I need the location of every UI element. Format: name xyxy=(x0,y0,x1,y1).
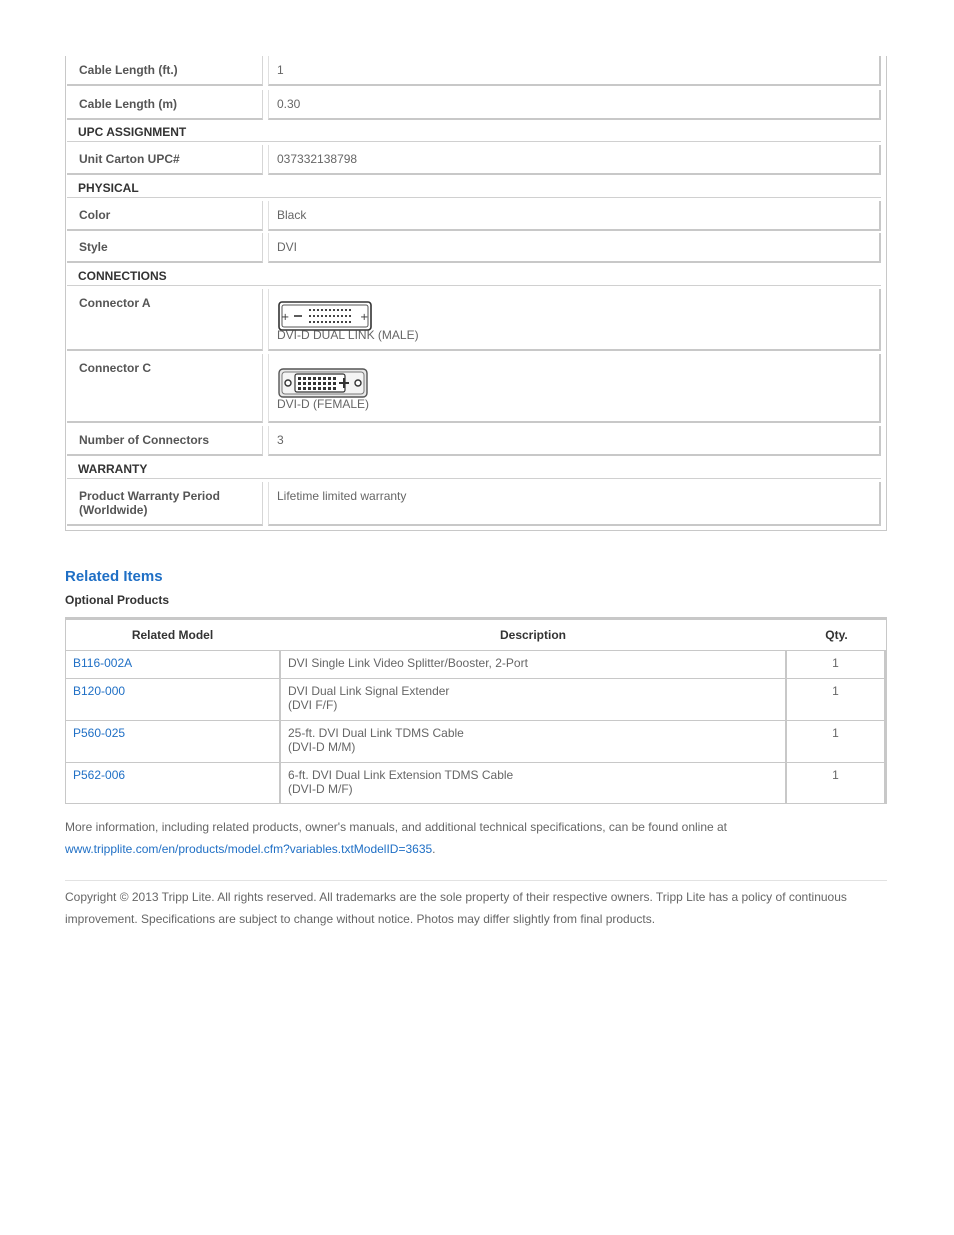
related-model-link[interactable]: B120-000 xyxy=(73,684,126,698)
description-cell: DVI Dual Link Signal Extender (DVI F/F) xyxy=(279,679,787,720)
more-info-text xyxy=(65,816,887,860)
table-row xyxy=(66,650,886,678)
spec-label: Cable Length (m) xyxy=(67,90,263,120)
spec-row-color xyxy=(66,201,886,231)
svg-text:+: + xyxy=(360,312,369,323)
related-model-cell xyxy=(66,763,278,804)
table-row xyxy=(66,720,886,762)
spec-table xyxy=(65,56,887,531)
spec-label: Style xyxy=(67,233,263,263)
more-info-sentence: More information, including related products, owner's manuals, and additional technical specifications, can be found online at xyxy=(65,820,728,834)
qty-cell: 1 xyxy=(787,763,886,804)
related-model-cell xyxy=(66,679,278,720)
spec-value xyxy=(268,289,881,351)
qty-cell: 1 xyxy=(787,721,886,762)
related-items-title: Related Items xyxy=(65,568,163,585)
section-header-warranty: WARRANTY xyxy=(67,457,881,479)
description-cell: DVI Single Link Video Splitter/Booster, 2-Port xyxy=(279,651,787,678)
product-page-link[interactable]: www.tripplite.com/en/products/model.cfm?variables.txtModelID=3635 xyxy=(65,842,433,856)
qty-cell: 1 xyxy=(787,679,886,720)
description-cell: 25-ft. DVI Dual Link TDMS Cable (DVI-D M/M) xyxy=(279,721,787,762)
spec-label: Cable Length (ft.) xyxy=(67,56,263,86)
related-model-cell xyxy=(66,651,278,678)
connector-a-caption: DVI-D DUAL LINK (MALE) xyxy=(277,328,419,342)
spec-row-cable-length-ft xyxy=(66,56,886,86)
section-header-physical: PHYSICAL xyxy=(67,176,881,198)
related-model-link[interactable]: B116-002A xyxy=(73,656,133,670)
related-products-table xyxy=(65,617,887,804)
spec-value: 0.30 xyxy=(268,90,881,120)
column-header-description: Description xyxy=(499,628,566,642)
spec-label: Color xyxy=(67,201,263,231)
spec-row-cable-length-m xyxy=(66,90,886,120)
spec-value: DVI xyxy=(268,233,881,263)
spec-value xyxy=(268,354,881,423)
spec-label: Connector A xyxy=(67,289,263,351)
related-model-link[interactable]: P560-025 xyxy=(73,726,126,740)
table-row xyxy=(66,762,886,804)
qty-cell: 1 xyxy=(787,651,886,678)
spec-value: 037332138798 xyxy=(268,145,881,175)
footer-divider xyxy=(65,880,887,881)
more-info-suffix: . xyxy=(432,842,436,856)
spec-value: 3 xyxy=(268,426,881,456)
dvi-female-connector-icon xyxy=(277,365,369,401)
spec-row-warranty xyxy=(66,482,886,526)
spec-label: Number of Connectors xyxy=(67,426,263,456)
column-header-related-model: Related Model xyxy=(131,628,214,642)
spec-label: Unit Carton UPC# xyxy=(67,145,263,175)
description-cell: 6-ft. DVI Dual Link Extension TDMS Cable (DVI-D M/F) xyxy=(279,763,787,804)
section-header-upc: UPC ASSIGNMENT xyxy=(67,120,881,142)
spec-label: Connector C xyxy=(67,354,263,423)
copyright-text: Copyright © 2013 Tripp Lite. All rights reserved. All trademarks are the sole property of their respective owners. Tripp Lite has a policy of continuous improvement. Specifications are subject to change without notice. Photos may differ slightly from final products. xyxy=(65,890,847,926)
spec-value: Lifetime limited warranty xyxy=(268,482,881,526)
related-model-cell xyxy=(66,721,278,762)
svg-text:+: + xyxy=(281,312,290,323)
optional-products-title: Optional Products xyxy=(65,593,170,607)
connector-c-caption: DVI-D (FEMALE) xyxy=(277,397,370,411)
spec-value: 1 xyxy=(268,56,881,86)
section-header-connections: CONNECTIONS xyxy=(67,264,881,286)
spec-row-connector-c xyxy=(66,354,886,423)
spec-row-number-of-connectors xyxy=(66,426,886,456)
table-row xyxy=(66,678,886,720)
spec-row-style xyxy=(66,233,886,263)
spec-row-connector-a xyxy=(66,289,886,351)
spec-row-unit-carton-upc xyxy=(66,145,886,175)
related-model-link[interactable]: P562-006 xyxy=(73,768,126,782)
column-header-qty: Qty. xyxy=(825,628,848,642)
spec-value: Black xyxy=(268,201,881,231)
spec-label: Product Warranty Period (Worldwide) xyxy=(67,482,263,526)
